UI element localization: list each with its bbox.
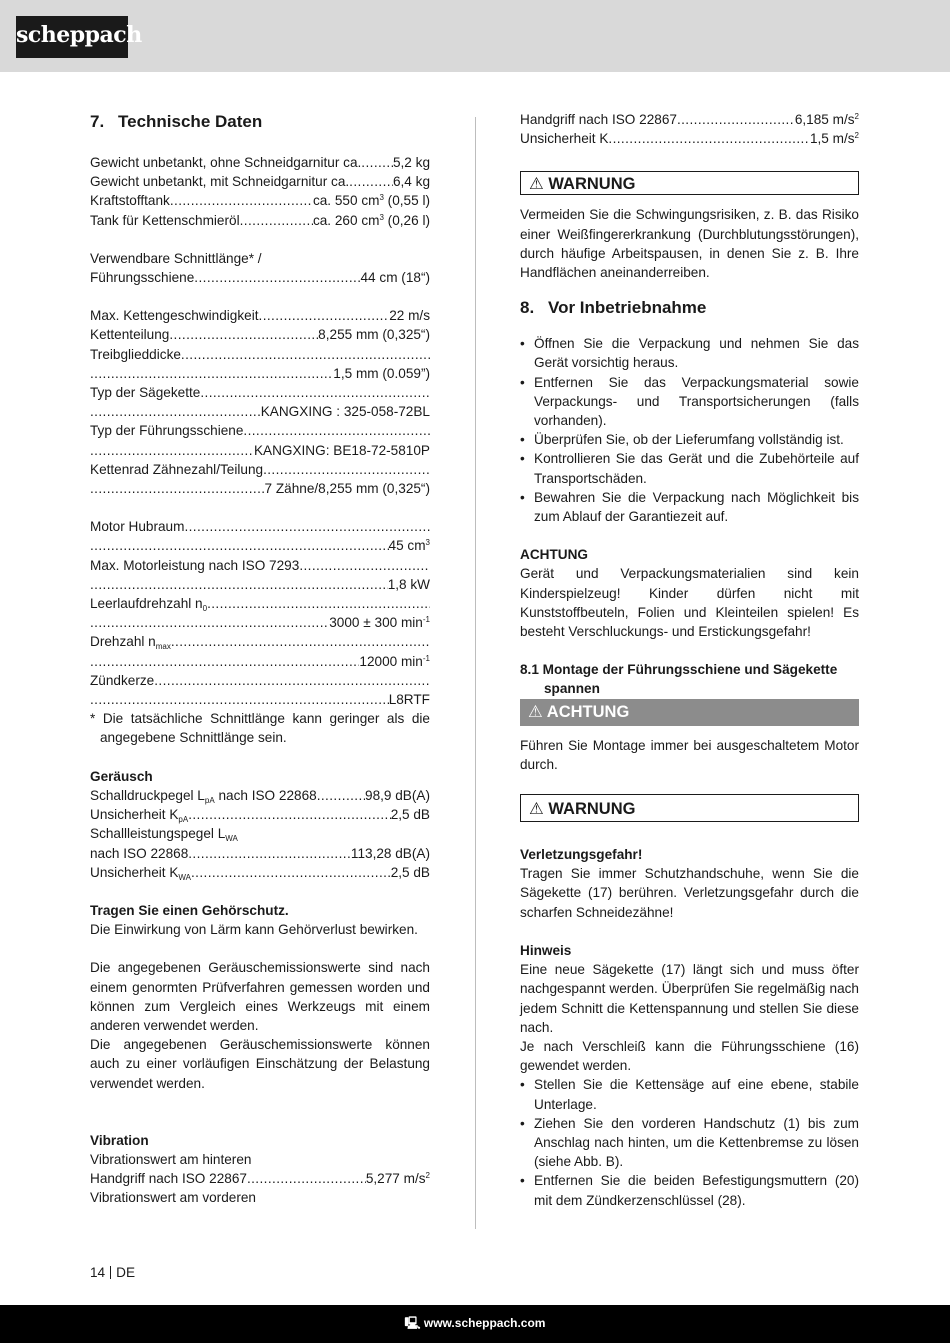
spec-label: Gewicht unbetankt, mit Schneidgarnitur ca. [90,174,350,190]
achtung-heading: ACHTUNG [520,547,588,563]
spec-label: Kettenteilung [90,327,170,343]
section-number: 8. [520,298,535,318]
noise-heading: Geräusch [90,768,153,784]
hearing-heading: Tragen Sie einen Gehörschutz. [90,902,289,918]
spec-value: 3000 ± 300 $\min^{-1}$ [329,615,430,631]
spec-row [90,306,430,325]
spec-label: Handgriff nach ISO 22867 [90,1171,247,1187]
scheppach-logo [16,16,142,58]
spec-label: Führungsschiene [90,270,195,286]
spec-value: KANGXING: BE18-72-5810P [253,442,430,458]
list-item: • Ziehen Sie den vorderen Handschutz (1) bis zum Anschlag nach hinten, um die Kettenbremse zu lösen (siehe Abb. B). [520,1114,859,1172]
spec-value: 6,4 kg [392,174,430,190]
spec-label: Unsicherheit $K_{WA}$ [90,864,191,882]
list-item: • Kontrollieren Sie das Gerät und die Zubehörteile auf Transportschäden. [520,449,859,487]
hinweis-text: Je nach Verschleiß kann die Führungsschiene (16) gewendet werden. [520,1038,859,1074]
column-divider [475,117,476,1229]
spec-row [90,479,430,498]
spec-label: Max. Kettengeschwindigkeit [90,308,259,324]
spec-value: 8,255 mm (0,325“) [318,327,430,343]
spec-value: 22 m/s [389,308,430,324]
subsection-8-1-heading: 8.1 Montage der Führungsschiene und Sägekette spannen [520,662,838,697]
spec-row [90,517,430,536]
spec-value: 2,5 dB [390,807,430,823]
hinweis-text: Eine neue Sägekette (17) längt sich und muss öfter nachgespannt werden. Überprüfen Sie regelmäßig nach jedem Schnitt die Kettenspannung und stellen Sie diese nach. [520,962,859,1035]
spec-row [90,786,430,805]
spec-value: 98,9 dB(A) [365,787,430,803]
spec-label: Handgriff nach ISO 22867 [520,112,677,127]
emission-text: Die angegebenen Geräuschemissionswerte sind nach einem genormten Prüfverfahren gemessen worden und können zum Vergleich eines Werkzeugs mit einem anderen verwendet werden. [90,960,430,1033]
footnote: * Die tatsächliche Schnittlänge kann geringer als die angegebene Schnittlänge sein. [90,711,430,746]
section-7-heading [90,110,430,134]
warning-title: WARNUNG [548,175,636,194]
spec-label: Zündkerze [90,672,155,688]
spec-row [90,844,430,863]
injury-text: Tragen Sie immer Schutzhandschuhe, wenn Sie die Sägekette (17) berühren. Verletzungsgefahr durch die scharfen Schneidezähne! [520,866,859,920]
warning-title: WARNUNG [548,800,636,819]
warning-triangle-icon: ⚠ [528,702,543,721]
spec-label: Leerlaufdrehzahl $n_0$ [90,596,208,614]
caution-box [520,699,859,726]
spec-value: 5,277 $m/s^2$ [365,1171,430,1187]
spec-row [90,671,430,690]
spec-row [90,345,430,364]
spec-value: L8RTF [388,692,430,708]
list-item: • Entfernen Sie die beiden Befestigungsmuttern (20) mit dem Zündkerzenschlüssel (28). [520,1171,859,1209]
spec-label: Typ der Führungsschiene [90,423,244,439]
spec-value: ca. 550 $cm^3$ (0,55 l) [312,193,430,209]
website-link[interactable]: www.scheppach.com [423,1316,546,1330]
right-column [520,110,859,1210]
spec-label: Max. Motorleistung nach ISO 7293 [90,557,300,573]
spec-value: 113,28 dB(A) [350,845,430,861]
spec-label: Schalldruckpegel $L_{pA}$ nach ISO 22868 [90,787,317,805]
spec-row [90,211,430,230]
spec-value: 1,5 $m/s^2$ [809,131,859,147]
injury-heading: Verletzungsgefahr! [520,847,643,863]
spec-label: Unsicherheit $K_{pA}$ [90,807,189,825]
spec-row [90,805,430,824]
spec-value: 45 $cm^3$ [388,538,430,554]
spec-row [90,460,430,479]
spec-label: Gewicht unbetankt, ohne Schneidgarnitur ca. [90,155,362,170]
warning-box [520,171,859,195]
spec-value: 2,5 dB [390,864,430,880]
warning-text: Vermeiden Sie die Schwingungsrisiken, z. B. das Risiko einer Weißfingererkrankung (Durchblutungsstörungen), durch häufige Arbeitspausen, in denen Sie z. B. Ihre Handflächen aneinanderreiben. [520,207,859,281]
spec-value: 12000 $\min^{-1}$ [359,653,430,669]
spec-row [90,652,430,671]
spec-value: 1,8 kW [387,576,430,592]
page-header [0,0,950,72]
spec-value: 44 cm (18“) [360,270,430,286]
spec-label: Vibrationswert am vorderen [90,1190,256,1206]
spec-label: Kraftstofftank [90,193,170,209]
spec-row [90,556,430,575]
section-title: Vor Inbetriebnahme [548,298,707,318]
list-item: • Überprüfen Sie, ob der Lieferumfang vollständig ist. [520,430,859,449]
computer-icon: 🖳 [404,1316,421,1330]
list-item: • Stellen Sie die Kettensäge auf eine ebene, stabile Unterlage. [520,1075,859,1113]
section-number: 7. [90,112,105,131]
spec-label: Typ der Sägekette [90,385,201,401]
spec-row [90,172,430,191]
section-8-heading [520,296,859,320]
spec-row [90,575,430,594]
spec-value: 7 Zähne/8,255 mm (0,325“) [264,481,430,497]
spec-row [90,402,430,421]
language-code: DE [116,1265,136,1280]
page-number-value: 14 [90,1265,106,1280]
emission-text: Die angegebenen Geräuschemissionswerte können auch zu einer vorläufigen Einschätzung der Belastung verwendet werden. [90,1037,430,1091]
spec-row [90,441,430,460]
list-item: • Bewahren Sie die Verpackung nach Möglichkeit bis zum Ablauf der Garantiezeit auf. [520,488,859,526]
spec-label: nach ISO 22868 [90,845,189,861]
warning-triangle-icon: ⚠ [529,800,544,819]
spec-label: Drehzahl $n_{max}$ [90,634,171,652]
spec-row [90,594,430,613]
spec-row [90,153,430,172]
list-item: • Öffnen Sie die Verpackung und nehmen Sie das Gerät vorsichtig heraus. [520,334,859,372]
hinweis-heading: Hinweis [520,942,572,958]
left-column [90,110,430,1208]
spec-value: ca. 260 $cm^3$ (0,26 l) [312,212,430,228]
spec-row [90,863,430,882]
section-title: Technische Daten [118,112,263,131]
spec-label: Verwendbare Schnittlänge* / [90,250,262,266]
warning-triangle-icon: ⚠ [529,175,544,194]
spec-row [90,191,430,210]
spec-row [520,110,859,129]
spec-row [90,536,430,555]
spec-row [90,632,430,651]
spec-row [90,421,430,440]
page-footer [0,1305,950,1343]
spec-label: Vibrationswert am hinteren [90,1151,252,1167]
caution-title: ACHTUNG [546,702,630,721]
spec-label: Treibglieddicke [90,346,181,362]
spec-value: 1,5 mm (0.059”) [333,365,430,381]
spec-row [90,690,430,709]
spec-row [90,613,430,632]
spec-label: Tank für Kettenschmieröl [90,212,240,228]
spec-value: KANGXING : 325-058-72BL [260,404,430,420]
achtung-text: Gerät und Verpackungsmaterialien sind kein Kinderspielzeug! Kinder dürfen nicht mit Kunststoffbeuteln, Folien und Kleinteilen spielen! Es besteht Verschluckungs- und Erstickungsgefahr! [520,566,859,640]
hearing-text: Die Einwirkung von Lärm kann Gehörverlust bewirken. [90,922,418,938]
spec-value: 6,185 $m/s^2$ [794,112,859,127]
spec-label: Motor Hubraum [90,519,185,535]
page-number [90,1265,135,1280]
spec-label: Kettenrad Zähnezahl/Teilung [90,461,264,477]
spec-label: Schallleistungspegel $L_{WA}$ [90,826,238,844]
spec-row [520,129,859,148]
warning-box [520,794,859,822]
spec-row [90,1169,430,1188]
spec-label: Unsicherheit K [520,131,609,147]
spec-row [90,325,430,344]
vibration-heading: Vibration [90,1132,149,1148]
spec-value: 5,2 kg [392,155,430,170]
logo-text: scheppach [16,22,142,48]
spec-row [90,364,430,383]
spec-row [90,268,430,287]
spec-row [90,383,430,402]
caution-text: Führen Sie Montage immer bei ausgeschaltetem Motor durch. [520,737,859,772]
list-item: • Entfernen Sie das Verpackungsmaterial sowie Verpackungs- und Transportsicherungen (falls vorhanden). [520,373,859,431]
